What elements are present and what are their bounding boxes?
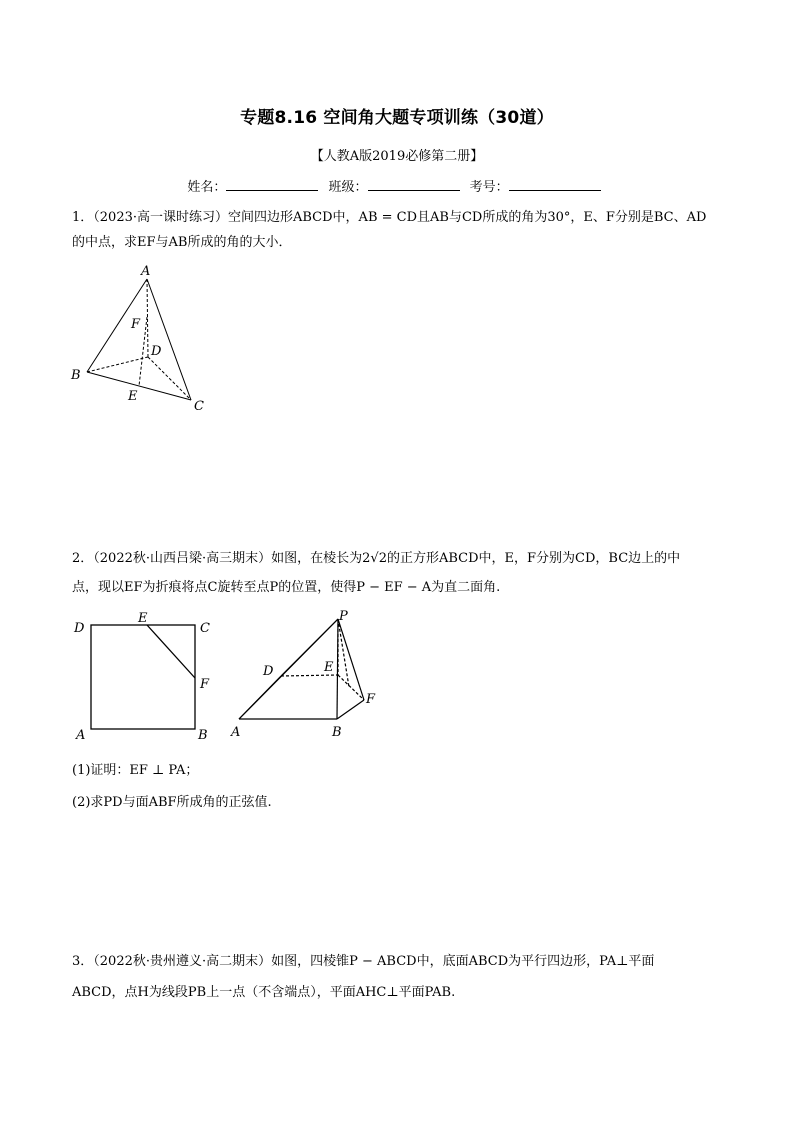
edge-de [281,675,338,676]
question-1-source: （2023·高一课时练习） [93,210,228,225]
exam-no-label: 考号： [469,180,509,195]
square-abcd [91,625,195,729]
question-2-text-1: 如图，在棱长为2√2的正方形ABCD中，E，F分别为CD，BC边上的中 [271,551,681,566]
label-e: E [324,660,334,675]
edge-ac [147,279,191,400]
question-2-square-figure [70,608,220,743]
label-f: F [131,317,141,332]
edge-dc [148,357,191,400]
name-label: 姓名： [187,180,227,195]
question-1-line-2: 的中点，求EF与AB所成的角的大小． [72,235,292,250]
question-1-text-1: 空间四边形ABCD中，AB = CD且AB与CD所成的角为30°，E、F分别是BC、AD [228,210,707,225]
question-2 [72,546,732,600]
class-blank[interactable] [368,178,460,191]
edge-pf [338,619,364,700]
question-2-source: （2022秋·山西吕梁·高三期末） [93,551,272,566]
exam-no-blank[interactable] [509,178,601,191]
label-a: A [231,725,241,740]
edge-bd [87,357,148,372]
question-3-number: 3． [72,954,94,969]
label-d: D [263,664,274,679]
student-info-row [0,176,794,195]
label-b: B [332,725,342,740]
name-blank[interactable] [226,178,318,191]
label-p: P [339,609,348,624]
label-d: D [74,621,85,636]
edge-bf [337,700,364,719]
question-2-number: 2． [72,551,94,566]
question-3 [72,949,732,1005]
segment-ef [139,317,147,386]
question-2-pyramid-figure [228,606,386,742]
label-a: A [76,728,86,743]
question-1 [72,205,732,255]
label-c: C [200,621,210,636]
page-subtitle: 【人教A版2019必修第二册】 [310,149,484,164]
question-1-figure [68,262,218,414]
label-b: B [198,728,208,743]
question-3-line-2: ABCD，点H为线段PB上一点（不含端点），平面AHC⊥平面PAB. [72,985,456,1000]
question-2-line-1 [72,546,732,571]
question-2-part-2: (2)求PD与面ABF所成角的正弦值. [72,795,272,810]
question-3-source: （2022秋·贵州遵义·高二期末） [93,954,272,969]
question-2-part-1: (1)证明：EF ⊥ PA； [72,763,199,778]
page-title: 专题8.16 空间角大题专项训练（30道） [240,108,554,128]
edge-bc [87,372,191,400]
label-e: E [138,611,148,626]
label-e: E [128,389,138,404]
question-2-line-2: 点，现以EF为折痕将点C旋转至点P的位置，使得P − EF − A为直二面角. [72,580,501,595]
class-label: 班级： [328,180,368,195]
question-1-line-1 [72,205,732,230]
label-f: F [200,677,210,692]
label-d: D [151,344,162,359]
label-a: A [141,264,151,279]
question-3-text-1: 如图，四棱锥P − ABCD中，底面ABCD为平行四边形，PA⊥平面 [271,954,655,969]
label-b: B [71,368,81,383]
label-c: C [194,399,204,414]
question-3-line-1 [72,949,732,974]
label-f: F [366,692,376,707]
fold-line-ef [147,625,195,678]
question-1-number: 1． [72,210,94,225]
